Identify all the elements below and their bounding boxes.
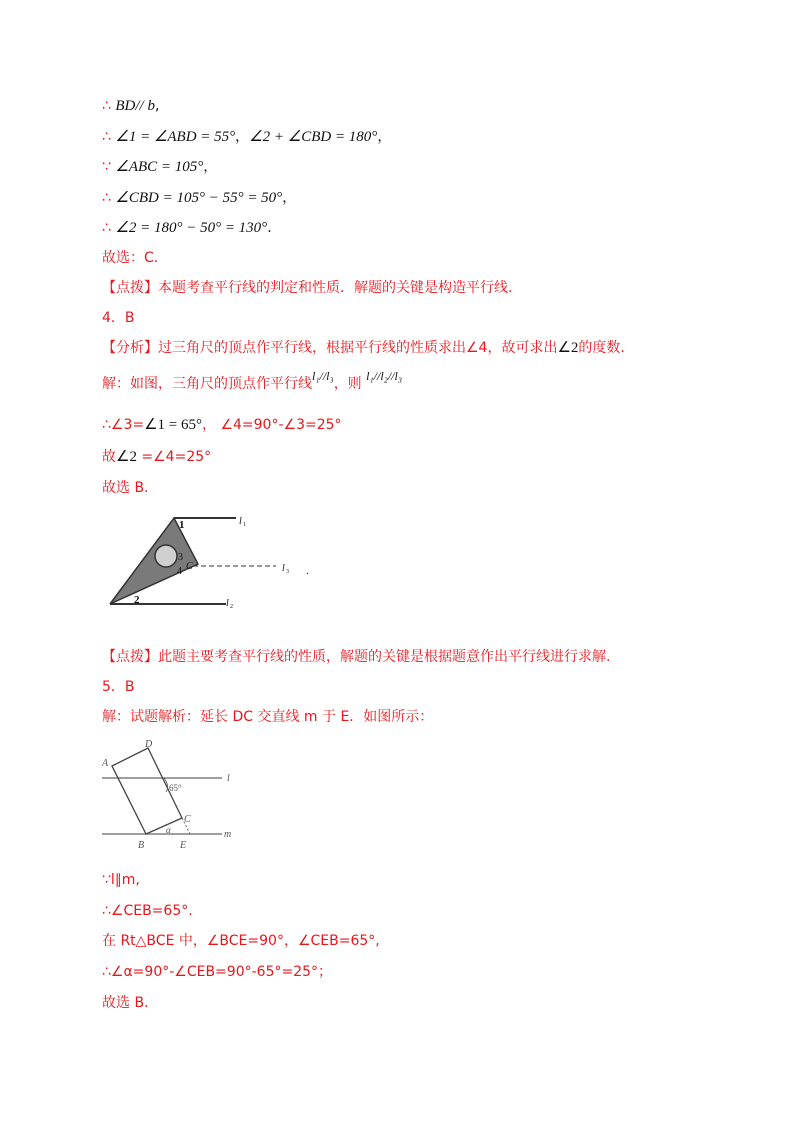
trailing-dot: . <box>306 563 309 577</box>
vertex-c-label: C <box>186 561 193 572</box>
tip-3: 【点拨】本题考查平行线的判定和性质．解题的关键是构造平行线. <box>102 280 513 296</box>
tip-4: 【点拨】此题主要考查平行线的性质，解题的关键是根据题意作出平行线进行求解. <box>102 649 611 665</box>
answer-b-5: 故选 B. <box>102 995 149 1011</box>
point-b-label: B <box>138 840 145 851</box>
l2-label: l <box>226 598 229 609</box>
point-a-label: A <box>102 758 109 769</box>
triangle-ruler-figure <box>100 510 330 615</box>
right-triangle-bce: 在 Rt△BCE 中，∠BCE=90°，∠CEB=65°, <box>102 933 380 949</box>
point-e-label: E <box>180 840 187 851</box>
l1-sub: 1 <box>243 522 246 528</box>
l1-label: l <box>239 516 242 527</box>
l3-label: l <box>282 563 285 574</box>
angle-ceb: ∴∠CEB=65°. <box>102 903 193 919</box>
solution-5: 解：试题解析：延长 DC 交直线 m 于 E．如图所示： <box>102 709 434 725</box>
angle-3-label: 3 <box>178 552 183 563</box>
l3-sub: 3 <box>286 569 289 575</box>
line-angle-2: ∴ ∠2 = 180° − 50° = 130°. <box>102 220 272 236</box>
given-l-parallel-m: ∵l∥m, <box>102 872 140 888</box>
angle-alpha-result: ∴∠α=90°-∠CEB=90°-65°=25°； <box>102 964 333 980</box>
line-l-label: l <box>227 773 230 784</box>
ruler-hole <box>155 545 177 567</box>
angle-2-result: 故∠2 =∠4=25° <box>102 449 212 465</box>
angle-65-label: 65° <box>169 783 182 793</box>
angle-1-label: 1 <box>179 519 185 531</box>
parallelogram-figure <box>100 736 240 856</box>
solution-4: 解：如图，三角尺的顶点作平行线l₁//l₃，则 l₁//l₂//l₃ <box>102 369 402 392</box>
angle-2-label: 2 <box>134 594 140 606</box>
angle-alpha-label: α <box>166 825 171 835</box>
answer-b-4: 故选 B. <box>102 480 149 496</box>
line-m-label: m <box>224 829 232 840</box>
line-angle-1: ∴ ∠1 = ∠ABD = 55°，∠2 + ∠CBD = 180°， <box>102 129 392 145</box>
line-angle-abc: ∵ ∠ABC = 105°， <box>102 159 218 175</box>
line-bd-parallel-b: ∴ BD// b, <box>102 98 160 114</box>
line-angle-cbd: ∴ ∠CBD = 105° − 55° = 50°， <box>102 190 297 206</box>
angle-3-line: ∴∠3=∠1 = 65°， ∠4=90°-∠3=25° <box>102 417 342 433</box>
point-d-label: D <box>145 739 153 750</box>
question-4-answer: 4．B <box>102 310 135 326</box>
question-5-answer: 5．B <box>102 679 135 695</box>
analysis-4: 【分析】过三角尺的顶点作平行线，根据平行线的性质求出∠4，故可求出∠2的度数. <box>102 340 625 356</box>
answer-c: 故选：C. <box>102 250 159 266</box>
triangle-ruler <box>110 518 198 604</box>
angle-4-label: 4 <box>177 566 182 577</box>
l2-sub: 2 <box>230 604 233 610</box>
point-c-label: C <box>184 814 191 825</box>
